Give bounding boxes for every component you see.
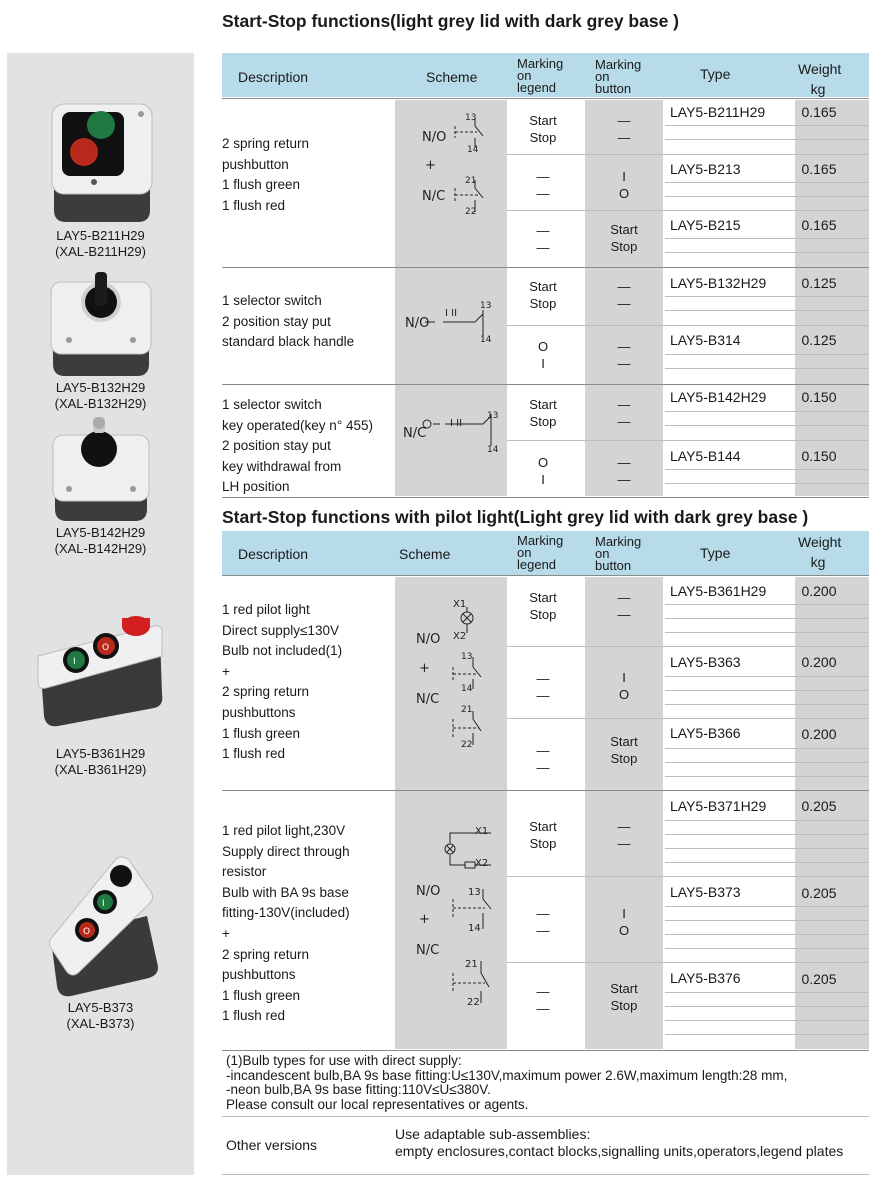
terminal-label: 14 (461, 684, 473, 694)
scheme-nc-label: N/C (422, 189, 446, 204)
row-divider (507, 646, 869, 647)
scheme-plus-label: + (419, 661, 430, 676)
terminal-label: 21 (461, 705, 473, 715)
row-divider (222, 98, 869, 99)
weight-cell: 0.125 (801, 275, 837, 291)
product-alt-name: (XAL-B211H29) (55, 244, 146, 259)
button-i-label: I (101, 899, 105, 909)
type-cell: LAY5-B371H29 (670, 798, 767, 814)
header-type: Type (700, 545, 731, 561)
product-alt-name: (XAL-B373) (66, 1016, 135, 1031)
type-cell: LAY5-B376 (670, 970, 741, 986)
product-card (7, 100, 194, 260)
terminal-label: 14 (487, 445, 499, 455)
terminal-label: 13 (461, 652, 473, 662)
button-i-label: I (72, 657, 76, 667)
table-1-header (222, 53, 869, 97)
marking-button-cell: — — (617, 455, 631, 487)
section-1-title: Start-Stop functions(light grey lid with dark grey base ) (222, 11, 679, 31)
header-scheme: Scheme (399, 546, 451, 562)
product-image-b142 (49, 413, 153, 525)
marking-legend-cell: O I (537, 455, 549, 487)
header-weight: Weight kg (798, 61, 842, 97)
type-cell: LAY5-B366 (670, 725, 741, 741)
terminal-label: 21 (465, 959, 478, 970)
marking-legend-cell: — — (536, 984, 550, 1016)
weight-cell: 0.205 (801, 798, 837, 814)
terminal-label: 14 (468, 923, 481, 934)
position-label: I II (450, 418, 463, 429)
terminal-label: X2 (475, 858, 489, 869)
marking-legend-cell: — — (536, 671, 550, 703)
type-cell: LAY5-B211H29 (670, 104, 766, 120)
terminal-label: 13 (480, 301, 492, 311)
scheme-no-label: N/O (405, 316, 430, 331)
row-divider (222, 575, 869, 576)
terminal-label: 22 (467, 997, 480, 1008)
weight-cell: 0.165 (801, 161, 837, 177)
terminal-label: 21 (465, 176, 477, 186)
product-name: LAY5-B373 (67, 1000, 134, 1015)
footnote: (1)Bulb types for use with direct supply: -incandescent bulb,BA 9s base fitting:U≤130V,maximum power 2.6W,maximum length:28 mm, -neon bulb,BA 9s base fitting:110V≤U≤380V. Please consult our local representatives or agents. (226, 1053, 788, 1112)
weight-cell: 0.125 (801, 332, 837, 348)
scheme-nc-label: N/C (416, 943, 440, 958)
weight-cell: 0.205 (801, 885, 837, 901)
group-description: 1 red pilot light,230V Supply direct through resistor Bulb with BA 9s base fitting-130V(included) + 2 spring return pushbuttons 1 flush green 1 flush red (222, 823, 350, 1024)
terminal-label: 13 (468, 887, 481, 898)
marking-button-cell: I O (618, 169, 630, 201)
header-type: Type (700, 66, 731, 82)
position-label: I II (445, 308, 458, 319)
marking-button-cell: — — (617, 397, 631, 429)
terminal-label: X1 (475, 826, 489, 837)
header-description: Description (238, 69, 309, 85)
group-description: 1 selector switch key operated(key n° 455) 2 position stay put key withdrawal from LH position (222, 397, 373, 495)
table-bottom (222, 1050, 869, 1051)
header-weight: Weight kg (798, 534, 842, 570)
type-cell: LAY5-B373 (670, 884, 741, 900)
terminal-label: 13 (465, 113, 477, 123)
row-divider (507, 718, 869, 719)
marking-legend-cell: — — (536, 906, 550, 938)
marking-button-cell: — — (617, 590, 631, 622)
other-versions-text: Use adaptable sub-assemblies: empty enclosures,contact blocks,signalling units,operators,legend plates (395, 1126, 844, 1159)
button-o-label: O (82, 927, 90, 937)
product-image-b211 (46, 100, 156, 228)
type-cell: LAY5-B363 (670, 654, 741, 670)
row-divider (507, 325, 869, 326)
marking-legend-cell: O I (537, 339, 549, 371)
scheme-no-label: N/O (416, 884, 441, 899)
row-divider (507, 210, 869, 211)
terminal-label: X2 (453, 631, 467, 642)
lid-text-label: START (123, 135, 140, 156)
scheme-plus-label: + (425, 158, 436, 173)
product-card (7, 852, 194, 1032)
marking-button-column (585, 577, 663, 1049)
group-description: 2 spring return pushbutton 1 flush green 1 flush red (222, 136, 310, 213)
weight-cell: 0.165 (801, 104, 837, 120)
divider (222, 1174, 869, 1175)
marking-button-cell: — — (617, 279, 631, 311)
scheme-plus-label: + (419, 912, 430, 927)
row-divider (507, 962, 869, 963)
type-cell: LAY5-B142H29 (670, 389, 767, 405)
divider (222, 1116, 869, 1117)
terminal-label: 14 (467, 145, 479, 155)
weight-cell: 0.150 (801, 389, 837, 405)
group-description: 1 selector switch 2 position stay put standard black handle (222, 293, 355, 350)
product-image-b132 (47, 268, 155, 380)
contact-scheme-diagram (395, 100, 507, 496)
group-divider (222, 267, 869, 268)
marking-button-cell: — — (617, 819, 631, 851)
product-image-b373 (31, 852, 171, 1000)
other-versions-label: Other versions (226, 1137, 318, 1153)
weight-cell: 0.205 (801, 971, 837, 987)
product-name: LAY5-B361H29 (55, 746, 146, 761)
weight-cell: 0.200 (801, 726, 837, 742)
product-name: LAY5-B142H29 (55, 525, 146, 540)
row-divider (507, 876, 869, 877)
terminal-label: 22 (465, 207, 477, 217)
pilot-light-scheme-diagram (395, 577, 507, 1049)
marking-button-cell: Start Stop (610, 734, 638, 766)
marking-legend-cell: — — (536, 223, 550, 255)
product-name: LAY5-B211H29 (56, 228, 145, 243)
group-divider (222, 384, 869, 385)
scheme-no-label: N/O (422, 130, 447, 145)
table-2-header (222, 531, 869, 575)
type-cell: LAY5-B314 (670, 332, 741, 348)
row-divider (507, 154, 869, 155)
product-alt-name: (XAL-B361H29) (54, 762, 147, 777)
group-divider (222, 790, 869, 791)
marking-button-cell: Start Stop (610, 222, 638, 254)
header-marking-button: Marking on button (595, 534, 642, 573)
type-cell: LAY5-B144 (670, 448, 741, 464)
header-marking-button: Marking on button (595, 57, 642, 96)
section-2-title: Start-Stop functions with pilot light(Light grey lid with dark grey base ) (222, 507, 809, 527)
header-marking-legend: Marking on legend (517, 533, 564, 572)
marking-legend-cell: Start Stop (529, 397, 557, 429)
weight-cell: 0.150 (801, 448, 837, 464)
header-description: Description (238, 546, 309, 562)
group-description: 1 red pilot light Direct supply≤130V Bulb not included(1) + 2 spring return pushbuttons 1 flush green 1 flush red (222, 602, 343, 762)
terminal-label: 14 (480, 335, 492, 345)
marking-legend-cell: — — (536, 169, 550, 201)
marking-button-cell: — — (617, 339, 631, 371)
scheme-nc-label: N/C (416, 692, 440, 707)
weight-cell: 0.165 (801, 217, 837, 233)
product-alt-name: (XAL-B142H29) (54, 541, 147, 556)
product-card (7, 268, 194, 412)
terminal-label: X1 (453, 599, 467, 610)
header-scheme: Scheme (426, 69, 478, 85)
terminal-label: 22 (461, 740, 473, 750)
product-card (7, 596, 194, 778)
scheme-nc-label: N/C (403, 426, 427, 441)
header-marking-legend: Marking on legend (517, 56, 564, 95)
marking-legend-cell: Start Stop (529, 819, 557, 851)
button-o-label: O (101, 643, 109, 653)
terminal-label: 13 (487, 411, 499, 421)
weight-column (795, 100, 869, 496)
row-divider (507, 440, 869, 441)
scheme-no-label: N/O (416, 632, 441, 647)
weight-cell: 0.200 (801, 583, 837, 599)
marking-legend-cell: — — (536, 743, 550, 775)
product-card (7, 413, 194, 557)
type-cell: LAY5-B361H29 (670, 583, 767, 599)
product-image-b361 (36, 596, 166, 746)
type-cell: LAY5-B213 (670, 161, 741, 177)
type-cell: LAY5-B215 (670, 217, 741, 233)
type-cell: LAY5-B132H29 (670, 275, 767, 291)
product-alt-name: (XAL-B132H29) (54, 396, 147, 411)
marking-button-cell: I O (618, 906, 630, 938)
marking-legend-cell: Start Stop (529, 590, 557, 622)
marking-legend-cell: Start Stop (529, 279, 557, 311)
product-name: LAY5-B132H29 (55, 380, 146, 395)
weight-cell: 0.200 (801, 654, 837, 670)
marking-button-cell: I O (618, 670, 630, 702)
marking-button-cell: Start Stop (610, 981, 638, 1013)
marking-button-cell: — — (617, 113, 631, 145)
marking-legend-cell: Start Stop (529, 113, 557, 145)
